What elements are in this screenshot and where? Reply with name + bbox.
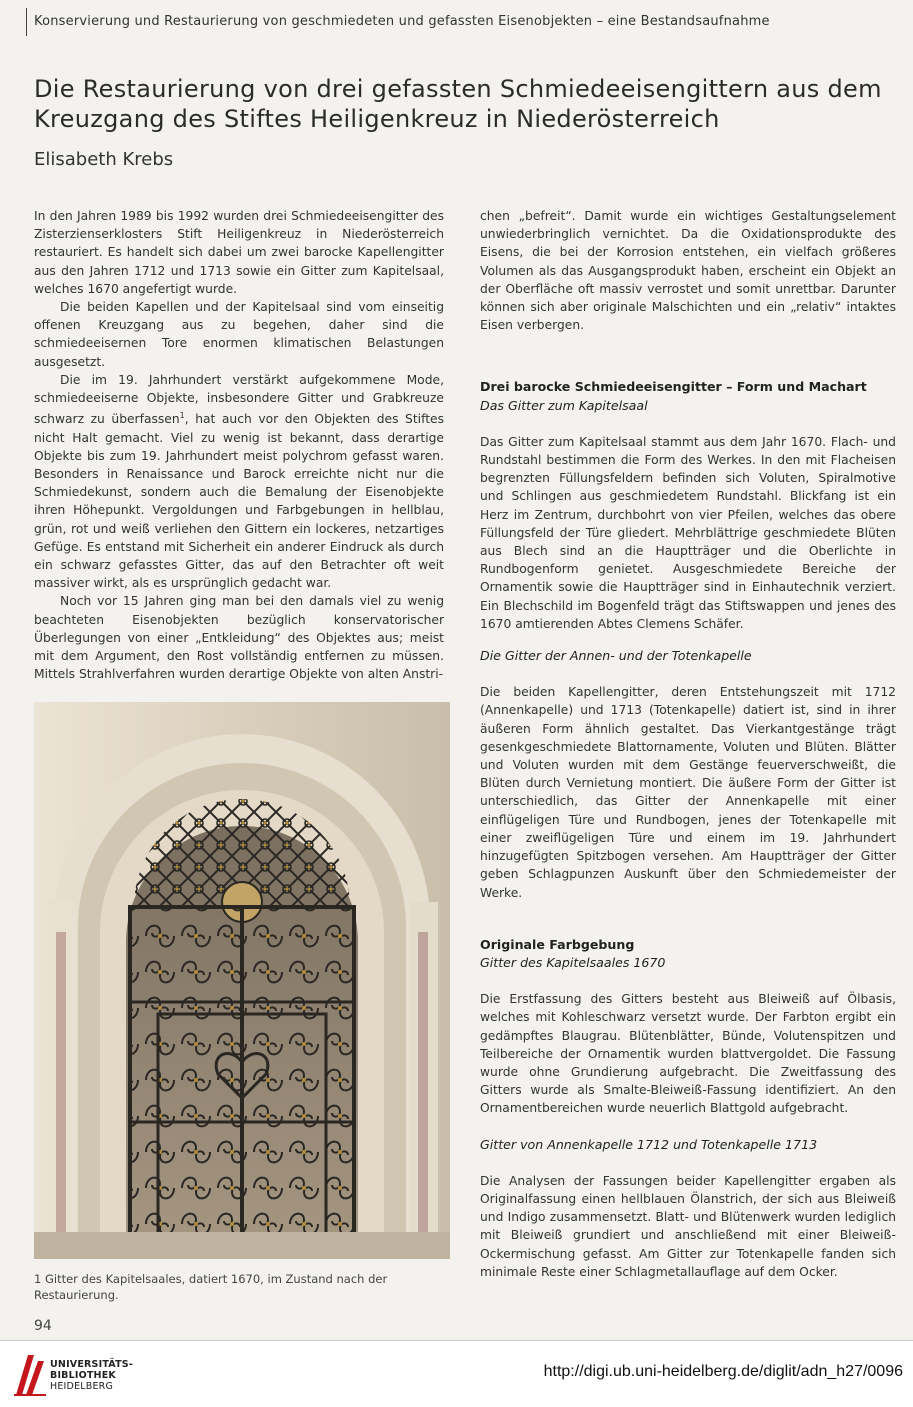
paragraph: Die Analysen der Fassungen beider Kapellengitter ergaben als Originalfassung einen hellblauen Ölanstrich, der sich aus Bleiweiß und Indigo zusammensetzt. Blatt- und Blütenwerk wurden lediglich mit Bleiweiß grundiert und anschließend mit einer Bleiweiß-Ockermischung gefasst. Am Gitter zur Totenkapelle fanden sich minimale Reste einer Schlagmetallauflage auf dem Ocker. xyxy=(480,1173,896,1279)
right-column xyxy=(480,207,896,1281)
running-head: Konservierung und Restaurierung von geschmiedeten und gefassten Eisenobjekten – eine Bestandsaufnahme xyxy=(34,14,770,29)
paragraph: chen „befreit“. Damit wurde ein wichtiges Gestaltungselement unwiederbringlich vernichtet. Da die Oxidationsprodukte des Eisens, die bei der Korrosion entstehen, ein vielfach größeres Volumen als das Ausgangsprodukt haben, erscheint ein Objekt an der Oberfläche oft massiv verrostet und somit unrettbar. Darunter können sich aber originale Malschichten und ein „relativ“ intaktes Eisen verbergen. xyxy=(480,209,896,333)
logo-line: HEIDELBERG xyxy=(50,1381,114,1392)
subsection-heading: Gitter des Kapitelsaales 1670 xyxy=(480,954,666,970)
paragraph: Die beiden Kapellengitter, deren Entstehungszeit mit 1712 (Annenkapelle) und 1713 (Totenkapelle) datiert ist, sind in ihrer äußeren Form ähnlich gestaltet. Das Vierkantgestänge trägt gesenkgeschmiedete Blattornamente, Voluten und Blüten. Blätter und Voluten wurden mit dem Gestänge feuerverschweißt, die Blüten durch Vernietung montiert. Die äußere Form der Gitter ist unterschiedlich, das Gitter der Annenkapelle mit einer einflügeligen Türe und Rundbogen, jenes der Totenkapelle mit einer zweiflügeligen Türe und einem im 19. Jahrhundert hinzugefügten Spitzbogen versehen. Am Hauptträger der Gitter geben Schlagpunzen Auskunft über den Schmiedemeister der Werke. xyxy=(480,685,896,900)
header-rule xyxy=(26,8,27,36)
section-heading: Drei barocke Schmiedeeisengitter – Form und Machart xyxy=(480,379,867,395)
paragraph: Die Erstfassung des Gitters besteht aus Bleiweiß auf Ölbasis, welches mit Kohleschwarz versetzt wurde. Der Farbton ergibt ein gedämpftes Blaugrau. Blütenblätter, Bünde, Volutenspitzen und Teilbereiche der Ornamentik wurden blattvergoldet. Die Fassung wurde ohne Grundierung aufgebracht. Die Zweitfassung des Gitters wurde als Smalte-Bleiweiß-Fassung identifiziert. An den Ornamentbereichen wurde neuerlich Blattgold aufgebracht. xyxy=(480,992,896,1116)
author-name: Elisabeth Krebs xyxy=(34,149,174,170)
library-logo-icon[interactable] xyxy=(10,1349,50,1399)
paragraph: Noch vor 15 Jahren ging man bei den damals viel zu wenig beachteten Eisenobjekten bezüglich konservatorischer Überlegungen von einer „Entkleidung“ des Objektes aus; meist mit dem Argument, den Rost vollständig entfernen zu müssen. Mittels Strahlverfahren wurden derartige Objekte von alten Anstri- xyxy=(34,594,444,682)
subsection-heading: Gitter von Annenkapelle 1712 und Totenkapelle 1713 xyxy=(480,1136,818,1152)
page-number: 94 xyxy=(34,1318,52,1334)
figure-caption: 1 Gitter des Kapitelsaales, datiert 1670, im Zustand nach der Restaurierung. xyxy=(34,1272,388,1302)
paragraph: Das Gitter zum Kapitelsaal stammt aus dem Jahr 1670. Flach- und Rundstahl bestimmen die Form des Werkes. In den mit Flacheisen begrenzten Füllungsfeldern befinden sich Voluten, Spiralmotive und Schlingen aus geschmiedetem Rundstahl. Blickfang ist ein Herz im Zentrum, durchbohrt von vier Pfeilen, welches das obere Füllungsfeld der Türe gliedert. Mehrblättrige geschmiedete Blüten aus Blech sind an die Hauptträger und die Oberlichte in Rundbogenform genietet. Ausgeschmiedete Bereiche der Ornamentik sowie die Hauptträger sind in Einhautechnik verziert. Ein Blechschild im Bogenfeld trägt das Stiftswappen und jenes des 1670 amtierenden Abtes Clemens Schäfer. xyxy=(480,434,896,631)
logo-line: BIBLIOTHEK xyxy=(50,1370,116,1381)
source-url-link[interactable]: http://digi.ub.uni-heidelberg.de/diglit/adn_h27/0096 xyxy=(543,1363,903,1380)
subsection-heading: Das Gitter zum Kapitelsaal xyxy=(480,397,648,413)
paragraph-text: Die im 19. Jahrhundert verstärkt aufgekommene Mode, schmiedeeiserne Objekte, insbesondere Gitter und Grabkreuze schwarz zu überfassen xyxy=(34,372,444,427)
section-heading: Originale Farbgebung xyxy=(480,936,635,952)
left-column xyxy=(34,207,444,683)
footer-bar xyxy=(0,1340,913,1407)
figure-photo-iron-gate xyxy=(34,702,450,1259)
paragraph xyxy=(34,371,444,593)
footnote-ref[interactable]: 1 xyxy=(179,411,185,421)
library-logo-text xyxy=(50,1359,133,1392)
gate-illustration xyxy=(34,702,450,1259)
subsection-heading: Die Gitter der Annen- und der Totenkapelle xyxy=(480,648,752,664)
paragraph: Die beiden Kapellen und der Kapitelsaal sind vom einseitig offenen Kreuzgang aus zu begehen, daher sind die schmiedeeisernen Tore enormen klimatischen Belastungen ausgesetzt. xyxy=(34,300,444,369)
paragraph: In den Jahren 1989 bis 1992 wurden drei Schmiedeeisengitter des Zisterzienserklosters Stift Heiligenkreuz in Niederösterreich restauriert. Es handelt sich dabei um zwei barocke Kapellengitter aus den Jahren 1712 und 1713 sowie ein Gitter zum Kapitelsaal, welches 1670 angefertigt wurde. xyxy=(34,209,444,296)
article-title: Die Restaurierung von drei gefassten Schmiedeeisengittern aus dem Kreuzgang des Stiftes Heiligenkreuz in Niederösterreich xyxy=(34,75,882,133)
logo-line: UNIVERSITÄTS- xyxy=(50,1359,133,1370)
paragraph-text: , hat auch vor den Objekten des Stiftes nicht Halt gemacht. Viel zu wenig ist bekannt, dass derartige Objekte bis zum 19. Jahrhundert meist polychrom gefasst waren. Besonders in Renaissance und Barock erreichte nicht nur die Schmiedekunst, sondern auch die Bemalung der Eisenobjekte ihren Höhepunkt. Vergoldungen und Farbgebungen in hellblau, grün, rot und weiß verliehen den Gittern ein lockeres, netzartiges Gefüge. Es entstand mit Sicherheit ein anderer Eindruck als durch ein schwarz gefasstes Gitter, das auf den Betrachter oft weit massiver wirkt, als es ursprünglich gedacht war. xyxy=(34,412,444,591)
